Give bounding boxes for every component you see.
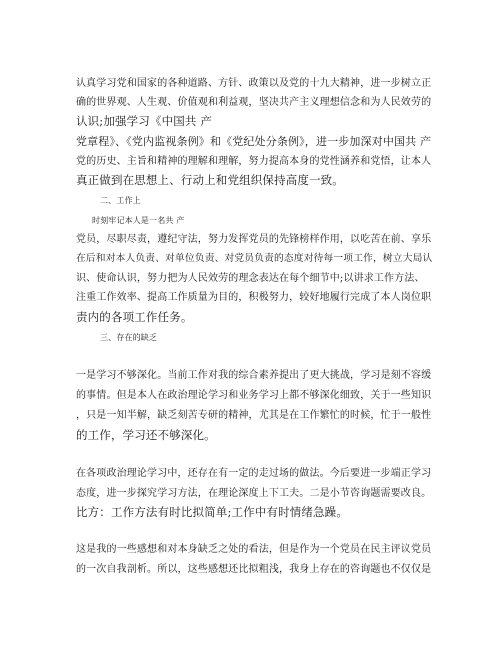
paragraph-line: 比方：工作方法有时比拟简单;工作中有时情绪急躁。: [76, 505, 348, 519]
paragraph-line: 认识;加强学习《中国共 产: [76, 114, 212, 128]
paragraph-line: 党员，尽职尽责，遵纪守法，努力发挥党员的先锋榜样作用，以吃苦在前、享乐: [76, 234, 432, 245]
paragraph-line: 的事情。但是本人在政治理论学习和业务学习上都不够深化细致，关于一些知识: [76, 390, 432, 401]
paragraph-line: 在后和对本人负责、对单位负责、对党员负责的态度对待每一项工作，树立大局认: [76, 253, 433, 264]
paragraph-line: 的工作，学习还不够深化。: [76, 428, 216, 442]
paragraph-line: 态度，进一步探究学习方法，在理论深度上下工夫。二是小节咨询题需要改良。: [76, 488, 432, 499]
paragraph-line: 这是我的一些感想和对本身缺乏之处的看法，但是作为一个党员在民主评议党员: [76, 544, 432, 555]
paragraph-line: 在各项政治理论学习中，还存在有一定的走过场的做法。今后要进一步端正学习: [76, 468, 432, 479]
section-heading: 三、存在的缺乏: [100, 333, 158, 342]
paragraph-line: 真正做到在思想上、行动上和党组织保持高度一致。: [76, 173, 344, 187]
paragraph-line: 注重工作效率、提高工作质量为目的，积极努力，较好地履行完成了本人岗位职: [76, 292, 432, 303]
paragraph-line: 责内的各项工作任务。: [76, 310, 193, 324]
paragraph-line: 认真学习党和国家的各种道路、方针、政策以及党的十九大精神，进一步树立正: [76, 78, 432, 89]
paragraph-line: 确的世界观、人生观、价值观和利益观，坚决共产主义理想信念和为人民效劳的: [76, 97, 432, 108]
paragraph-line: 一是学习不够深化。当前工作对我的综合素养提出了更大挑战，学习是刻不容缓: [76, 370, 432, 381]
section-heading: 二、工作上: [100, 196, 141, 205]
paragraph-line: 时刻牢记本人是一名共 产: [92, 216, 185, 225]
paragraph-line: 党章程》、《党内监视条例》和《党纪处分条例》，进一步加深对中国共 产: [76, 135, 432, 148]
paragraph-line: ，只是一知半解，缺乏刻苦专研的精神，尤其是在工作繁忙的时候，忙于一般性: [76, 410, 432, 421]
paragraph-line: 党的历史、主旨和精神的理解和理解，努力提高本身的党性涵养和党悟，让本人: [76, 156, 432, 167]
paragraph-line: 识、使命认识，努力把为人民效劳的理念表达在每个细节中;以讲求工作方法、: [76, 273, 425, 284]
paragraph-line: 的一次自我剖析。所以，这些感想还比拟粗浅，我身上存在的咨询题也不仅仅是: [76, 564, 432, 575]
